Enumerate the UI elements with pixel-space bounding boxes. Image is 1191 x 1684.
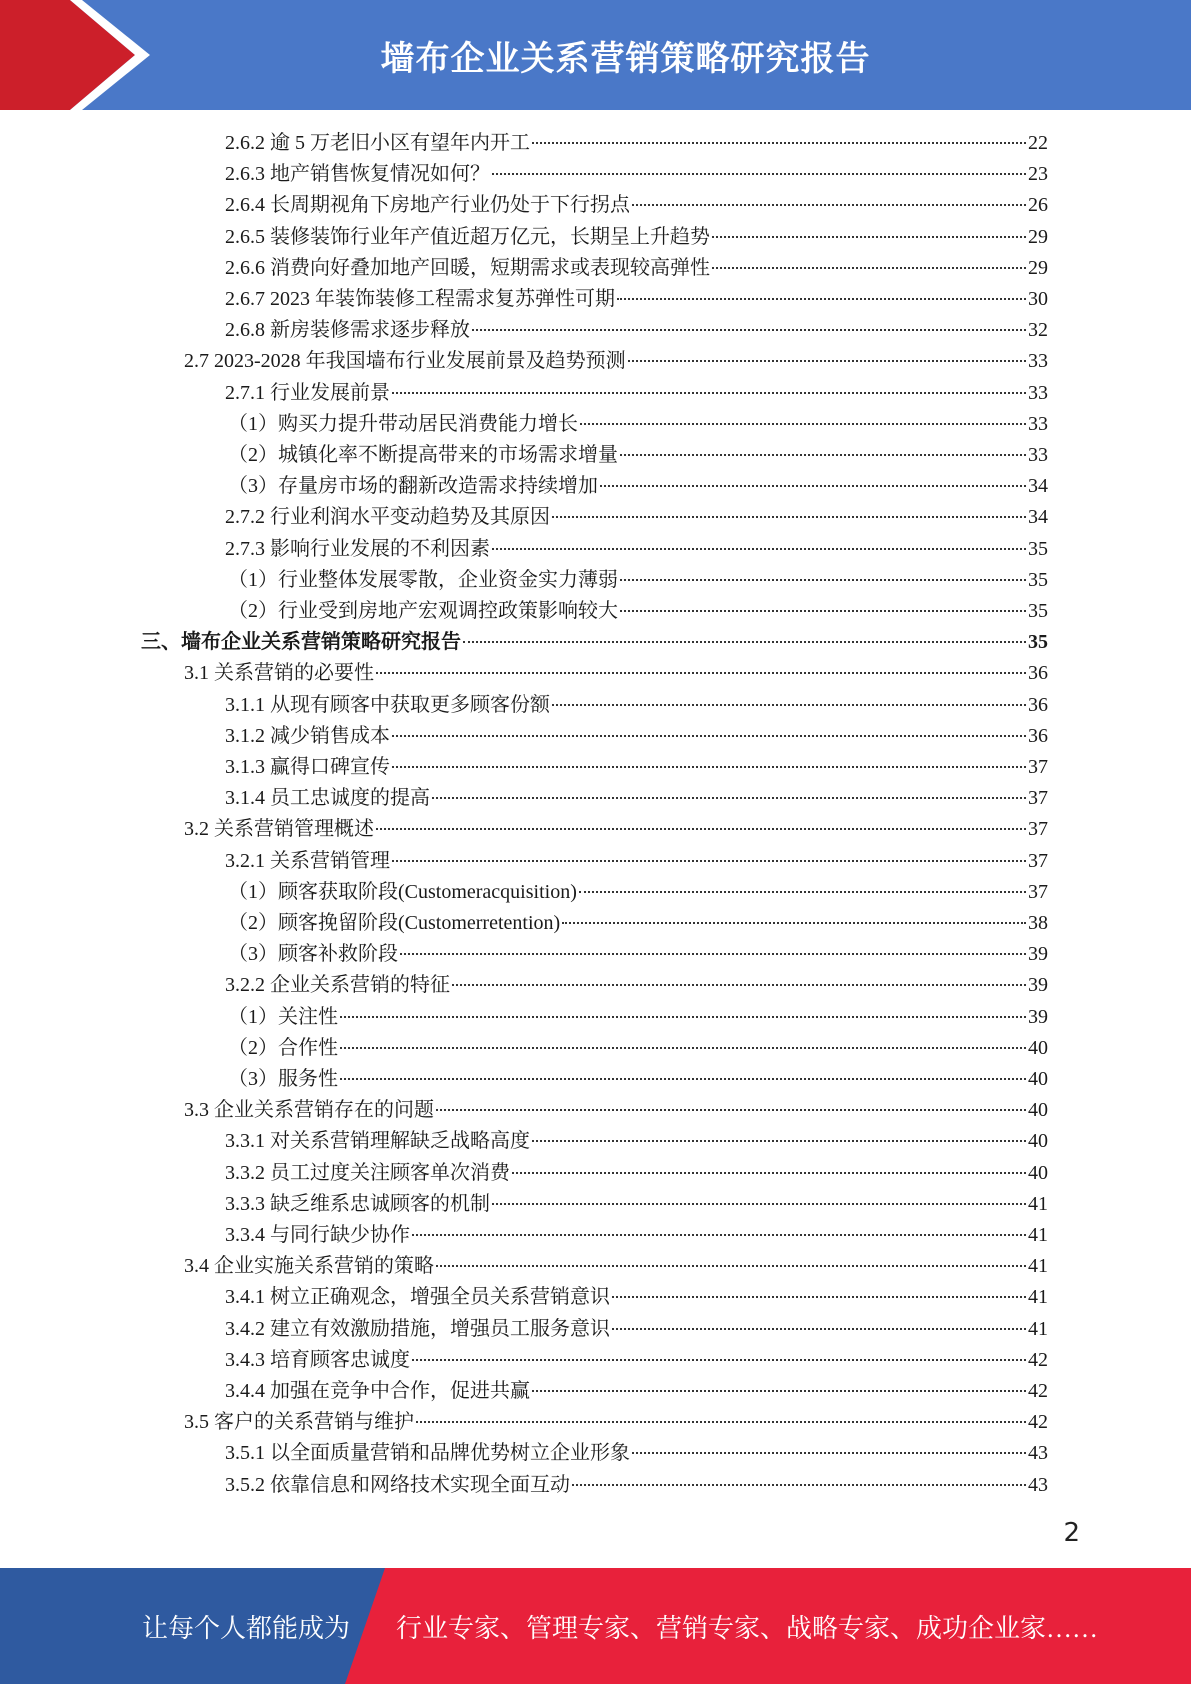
toc-entry-label: 3.3 企业关系营销存在的问题 (184, 1099, 434, 1122)
toc-entry-label: 3.3.3 缺乏维系忠诚顾客的机制 (225, 1192, 490, 1215)
toc-entry-label: 2.6.7 2023 年装饰装修工程需求复苏弹性可期 (225, 288, 615, 310)
toc-entry-page: 41 (1028, 1255, 1048, 1278)
toc-entry-page: 40 (1028, 1130, 1048, 1153)
toc-entry-page: 40 (1028, 1161, 1048, 1184)
toc-leader-dots (612, 1296, 1026, 1298)
toc-leader-dots (532, 1140, 1026, 1142)
toc-entry[interactable] (225, 378, 1048, 409)
toc-entry-page: 29 (1028, 256, 1048, 279)
toc-leader-dots (436, 1265, 1026, 1267)
toc-entry-page: 42 (1028, 1411, 1048, 1434)
toc-leader-dots (392, 735, 1026, 737)
toc-entry[interactable] (225, 159, 1048, 190)
page-footer (0, 1568, 1191, 1684)
toc-leader-dots (628, 360, 1026, 362)
toc-entry-label: 2.7.2 行业利润水平变动趋势及其原因 (225, 506, 550, 529)
toc-leader-dots (436, 1109, 1026, 1111)
toc-leader-dots (392, 392, 1026, 394)
page-header (0, 0, 1191, 110)
toc-leader-dots (572, 1484, 1026, 1486)
toc-entry-label: 3.4.2 建立有效激励措施，增强员工服务意识 (225, 1317, 610, 1340)
toc-entry[interactable] (228, 908, 1048, 939)
toc-entry-label: （2）城镇化率不断提高带来的市场需求增量 (228, 444, 618, 466)
toc-entry-label: 3.4.3 培育顾客忠诚度 (225, 1348, 410, 1371)
toc-leader-dots (617, 298, 1026, 300)
toc-entry-page: 41 (1028, 1286, 1048, 1309)
toc-entry[interactable] (225, 846, 1048, 877)
toc-leader-dots (492, 173, 1026, 175)
toc-entry[interactable] (225, 721, 1048, 752)
toc-entry-label: 3.5.2 依靠信息和网络技术实现全面互动 (225, 1473, 570, 1496)
toc-entry-label: 3.4.4 加强在竞争中合作，促进共赢 (225, 1380, 530, 1402)
toc-entry-label: 3.2.1 关系营销管理 (225, 849, 390, 872)
toc-entry-label: 2.6.6 消费向好叠加地产回暖，短期需求或表现较高弹性 (225, 256, 710, 279)
toc-entry-label: （3）服务性 (228, 1068, 338, 1090)
toc-entry[interactable] (225, 253, 1048, 284)
toc-entry-label: 2.6.3 地产销售恢复情况如何？ (225, 163, 490, 186)
toc-entry-page: 35 (1028, 631, 1048, 654)
toc-entry-label: 2.7.3 影响行业发展的不利因素 (225, 537, 490, 560)
toc-leader-dots (532, 1390, 1026, 1392)
toc-entry[interactable] (184, 1407, 1048, 1438)
toc-entry-page: 39 (1028, 1005, 1048, 1028)
toc-leader-dots (562, 922, 1026, 924)
toc-entry-page: 34 (1028, 506, 1048, 529)
toc-entry[interactable] (184, 658, 1048, 689)
toc-entry[interactable] (225, 534, 1048, 565)
toc-entry-page: 36 (1028, 662, 1048, 685)
toc-entry[interactable] (141, 627, 1048, 658)
toc-entry[interactable] (184, 1095, 1048, 1126)
toc-entry-label: （1）行业整体发展零散，企业资金实力薄弱 (228, 568, 618, 591)
document-title: 墙布企业关系营销策略研究报告 (380, 38, 871, 79)
toc-leader-dots (432, 797, 1026, 799)
toc-leader-dots (612, 1328, 1026, 1330)
toc-entry[interactable] (225, 502, 1048, 533)
toc-entry-label: （2）顾客挽留阶段(Customerretention) (228, 912, 561, 934)
toc-entry-page: 40 (1028, 1068, 1048, 1090)
toc-leader-dots (392, 766, 1026, 768)
toc-leader-dots (620, 454, 1026, 456)
toc-entry-label: （1）关注性 (228, 1005, 338, 1028)
toc-leader-dots (452, 984, 1026, 986)
toc-entry[interactable] (225, 783, 1048, 814)
toc-leader-dots (492, 1203, 1026, 1205)
toc-leader-dots (463, 641, 1026, 643)
toc-leader-dots (579, 891, 1026, 893)
toc-leader-dots (412, 1234, 1026, 1236)
toc-leader-dots (600, 485, 1026, 487)
toc-entry[interactable] (225, 315, 1048, 346)
toc-entry[interactable] (228, 440, 1048, 471)
toc-entry[interactable] (225, 1126, 1048, 1157)
toc-entry-page: 38 (1028, 912, 1048, 934)
toc-leader-dots (472, 329, 1026, 331)
toc-entry[interactable] (225, 970, 1048, 1001)
toc-entry-label: 3.5 客户的关系营销与维护 (184, 1411, 414, 1434)
footer-slogan-right: 行业专家、管理专家、营销专家、战略专家、成功企业家…… (396, 1613, 1099, 1643)
toc-entry-page: 42 (1028, 1380, 1048, 1402)
toc-leader-dots (620, 579, 1026, 581)
toc-leader-dots (340, 1047, 1026, 1049)
toc-entry-page: 37 (1028, 849, 1048, 872)
toc-entry-label: 3.4 企业实施关系营销的策略 (184, 1255, 434, 1278)
toc-entry-page: 35 (1028, 568, 1048, 591)
toc-entry-label: 3.1.3 赢得口碑宣传 (225, 756, 390, 778)
toc-entry[interactable] (228, 409, 1048, 440)
toc-entry[interactable] (225, 1345, 1048, 1376)
toc-entry-label: 3.5.1 以全面质量营销和品牌优势树立企业形象 (225, 1442, 630, 1465)
toc-entry-page: 32 (1028, 319, 1048, 342)
toc-entry-page: 26 (1028, 194, 1048, 217)
toc-entry-page: 33 (1028, 444, 1048, 466)
toc-entry[interactable] (225, 690, 1048, 721)
toc-entry[interactable] (225, 1438, 1048, 1469)
toc-leader-dots (340, 1016, 1026, 1018)
toc-leader-dots (712, 267, 1026, 269)
toc-entry-label: （2）行业受到房地产宏观调控政策影响较大 (228, 600, 618, 622)
footer-slogan-left: 让每个人都能成为 (142, 1613, 351, 1643)
page-number: 2 (1063, 1518, 1080, 1548)
toc-entry[interactable] (184, 814, 1048, 845)
toc-entry-label: 3.1.2 减少销售成本 (225, 724, 390, 747)
toc-entry-label: 2.7 2023-2028 年我国墙布行业发展前景及趋势预测 (184, 350, 626, 373)
toc-entry-page: 35 (1028, 600, 1048, 622)
toc-leader-dots (392, 860, 1026, 862)
toc-entry-page: 41 (1028, 1224, 1048, 1246)
toc-entry[interactable] (225, 1282, 1048, 1313)
toc-entry[interactable] (225, 752, 1048, 783)
toc-entry-label: 3.1.4 员工忠诚度的提高 (225, 787, 430, 810)
toc-entry-label: 3.3.1 对关系营销理解缺乏战略高度 (225, 1130, 530, 1153)
toc-entry-page: 22 (1028, 132, 1048, 154)
toc-entry[interactable] (225, 1189, 1048, 1220)
toc-entry-page: 33 (1028, 381, 1048, 404)
toc-entry-page: 36 (1028, 693, 1048, 716)
toc-entry[interactable] (225, 1376, 1048, 1407)
toc-entry-page: 37 (1028, 756, 1048, 778)
toc-leader-dots (580, 423, 1026, 425)
toc-entry[interactable] (228, 1064, 1048, 1095)
toc-entry[interactable] (228, 596, 1048, 627)
toc-entry-label: 3.1 关系营销的必要性 (184, 662, 374, 685)
toc-entry[interactable] (228, 877, 1048, 908)
toc-entry-page: 35 (1028, 537, 1048, 560)
toc-entry-label: （1）顾客获取阶段(Customeracquisition) (228, 880, 577, 903)
toc-leader-dots (512, 1172, 1026, 1174)
toc-entry-page: 42 (1028, 1348, 1048, 1371)
toc-entry-label: 三、墙布企业关系营销策略研究报告 (141, 631, 461, 654)
toc-entry[interactable] (225, 1220, 1048, 1251)
toc-leader-dots (376, 828, 1026, 830)
toc-leader-dots (552, 516, 1026, 518)
toc-entry-label: 3.4.1 树立正确观念，增强全员关系营销意识 (225, 1286, 610, 1309)
toc-entry-page: 39 (1028, 943, 1048, 966)
toc-entry-label: 2.7.1 行业发展前景 (225, 381, 390, 404)
toc-leader-dots (416, 1421, 1026, 1423)
toc-entry-page: 41 (1028, 1317, 1048, 1340)
toc-entry-page: 37 (1028, 787, 1048, 810)
toc-leader-dots (412, 1359, 1026, 1361)
toc-entry-page: 36 (1028, 724, 1048, 747)
toc-entry-page: 39 (1028, 974, 1048, 997)
toc-entry-label: 3.3.4 与同行缺少协作 (225, 1224, 410, 1246)
toc-entry[interactable] (228, 1002, 1048, 1033)
toc-entry[interactable] (228, 565, 1048, 596)
toc-leader-dots (552, 704, 1026, 706)
toc-entry-page: 40 (1028, 1036, 1048, 1059)
toc-entry-label: 3.2 关系营销管理概述 (184, 818, 374, 841)
toc-entry[interactable] (184, 346, 1048, 377)
toc-entry-label: 3.3.2 员工过度关注顾客单次消费 (225, 1161, 510, 1184)
toc-entry-label: 2.6.4 长周期视角下房地产行业仍处于下行拐点 (225, 194, 630, 217)
toc-entry-page: 37 (1028, 818, 1048, 841)
toc-leader-dots (376, 672, 1026, 674)
toc-entry-page: 34 (1028, 475, 1048, 498)
toc-entry-page: 40 (1028, 1099, 1048, 1122)
toc-entry-label: （1）购买力提升带动居民消费能力增长 (228, 412, 578, 435)
toc-entry[interactable] (225, 1314, 1048, 1345)
toc-leader-dots (532, 142, 1026, 144)
toc-entry[interactable] (184, 1251, 1048, 1282)
toc-entry-page: 33 (1028, 350, 1048, 373)
toc-entry[interactable] (225, 1470, 1048, 1501)
toc-entry-page: 23 (1028, 163, 1048, 186)
toc-entry-label: 2.6.8 新房装修需求逐步释放 (225, 319, 470, 342)
toc-entry-page: 30 (1028, 288, 1048, 310)
toc-entry-label: （3）顾客补救阶段 (228, 943, 398, 966)
toc-entry-label: 3.2.2 企业关系营销的特征 (225, 974, 450, 997)
toc-entry[interactable] (225, 284, 1048, 315)
toc-entry[interactable] (228, 939, 1048, 970)
toc-entry-page: 43 (1028, 1473, 1048, 1496)
toc-entry[interactable] (225, 1158, 1048, 1189)
toc-entry-page: 41 (1028, 1192, 1048, 1215)
toc-entry[interactable] (225, 190, 1048, 221)
toc-leader-dots (340, 1078, 1026, 1080)
toc-leader-dots (620, 610, 1026, 612)
toc-entry[interactable] (225, 128, 1048, 159)
toc-leader-dots (712, 236, 1026, 238)
toc-entry[interactable] (228, 471, 1048, 502)
toc-entry-label: 2.6.5 装修装饰行业年产值近超万亿元，长期呈上升趋势 (225, 225, 710, 248)
toc-leader-dots (632, 204, 1026, 206)
toc-entry-page: 29 (1028, 225, 1048, 248)
toc-entry[interactable] (228, 1033, 1048, 1064)
toc-entry-label: 3.1.1 从现有顾客中获取更多顾客份额 (225, 693, 550, 716)
toc-entry-page: 33 (1028, 412, 1048, 435)
toc-entry-label: 2.6.2 逾 5 万老旧小区有望年内开工 (225, 132, 530, 154)
toc-leader-dots (492, 548, 1026, 550)
toc-entry-label: （3）存量房市场的翻新改造需求持续增加 (228, 475, 598, 498)
toc-leader-dots (632, 1452, 1026, 1454)
toc-entry-page: 37 (1028, 880, 1048, 903)
toc-entry[interactable] (225, 222, 1048, 253)
toc-entry-label: （2）合作性 (228, 1036, 338, 1059)
toc-leader-dots (400, 953, 1026, 955)
toc-entry-page: 43 (1028, 1442, 1048, 1465)
